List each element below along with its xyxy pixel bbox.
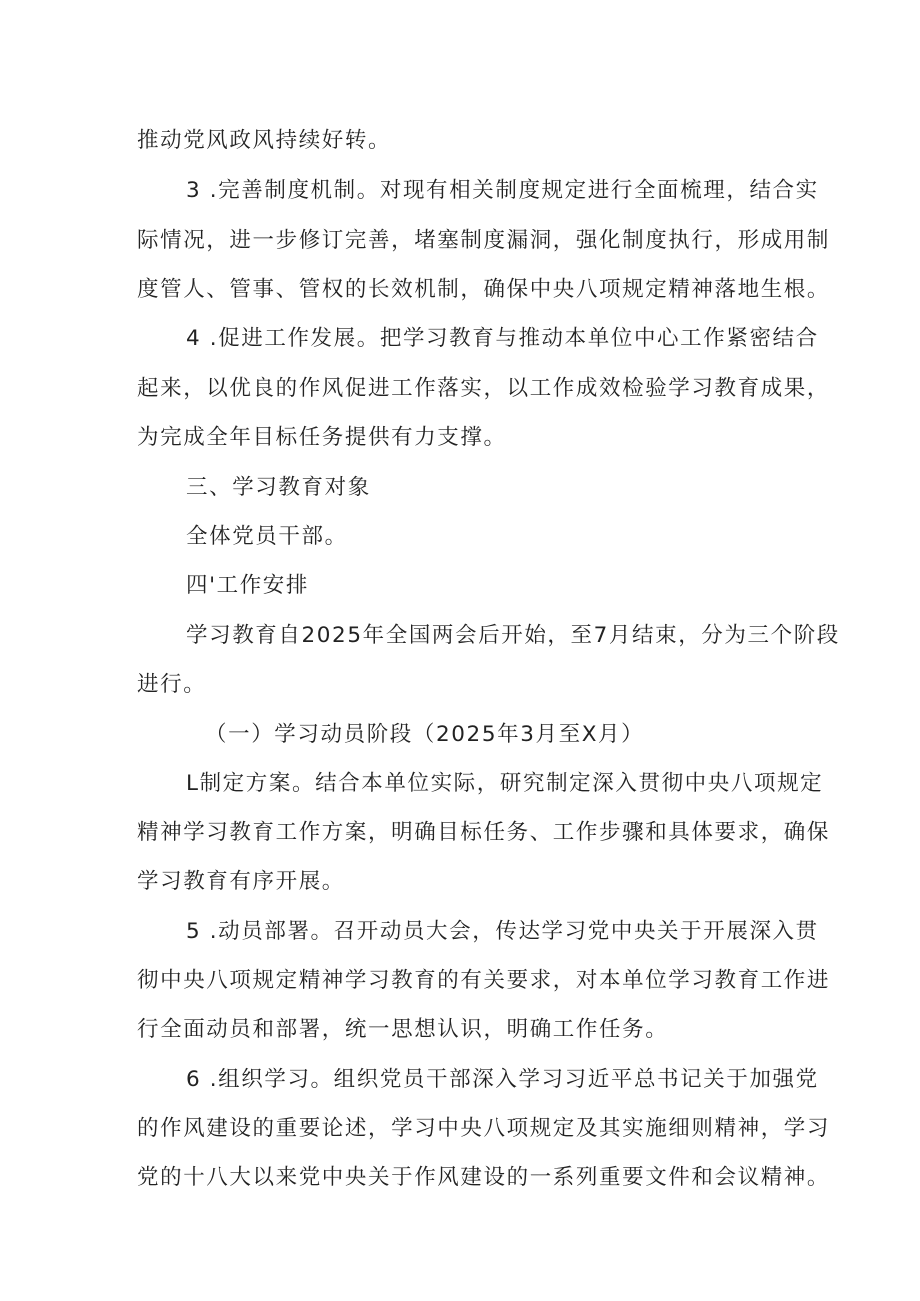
paragraph-line: 5 .动员部署。召开动员大会，传达学习党中央关于开展深入贯 [186,919,819,944]
paragraph-line: 起来，以优良的作风促进工作落实，以工作成效检验学习教育成果， [137,376,831,401]
paragraph-line: 6 .组织学习。组织党员干部深入学习习近平总书记关于加强党 [186,1067,819,1092]
paragraph-line: 学习教育有序开展。 [137,869,345,894]
paragraph-line: 学习教育自2025年全国两会后开始，至7月结束，分为三个阶段 [186,623,840,648]
subsection-heading: （一）学习动员阶段（2025年3月至X月） [205,722,645,747]
paragraph-line: 推动党风政风持续好转。 [137,128,392,153]
paragraph-line: 际情况，进一步修订完善，堵塞制度漏洞，强化制度执行，形成用制 [137,228,831,253]
paragraph-line: 3 .完善制度机制。对现有相关制度规定进行全面梳理，结合实 [186,178,819,203]
paragraph-line: 度管人、管事、管权的长效机制，确保中央八项规定精神落地生根。 [137,277,831,302]
paragraph-line: 全体党员干部。 [186,524,348,549]
paragraph-line: 彻中央八项规定精神学习教育的有关要求，对本单位学习教育工作进 [137,968,831,993]
paragraph-line: 行全面动员和部署，统一思想认识，明确工作任务。 [137,1017,669,1042]
paragraph-line: L制定方案。结合本单位实际，研究制定深入贯彻中央八项规定 [186,771,824,796]
section-heading: 四'工作安排 [186,573,310,598]
paragraph-line: 的作风建设的重要论述，学习中央八项规定及其实施细则精神，学习 [137,1116,831,1141]
paragraph-line: 4 .促进工作发展。把学习教育与推动本单位中心工作紧密结合 [186,326,819,351]
paragraph-line: 为完成全年目标任务提供有力支撑。 [137,425,507,450]
section-heading: 三、学习教育对象 [186,475,371,500]
paragraph-line: 党的十八大以来党中央关于作风建设的一系列重要文件和会议精神。 [137,1165,831,1190]
paragraph-line: 精神学习教育工作方案，明确目标任务、工作步骤和具体要求，确保 [137,820,831,845]
paragraph-line: 进行。 [137,672,207,697]
